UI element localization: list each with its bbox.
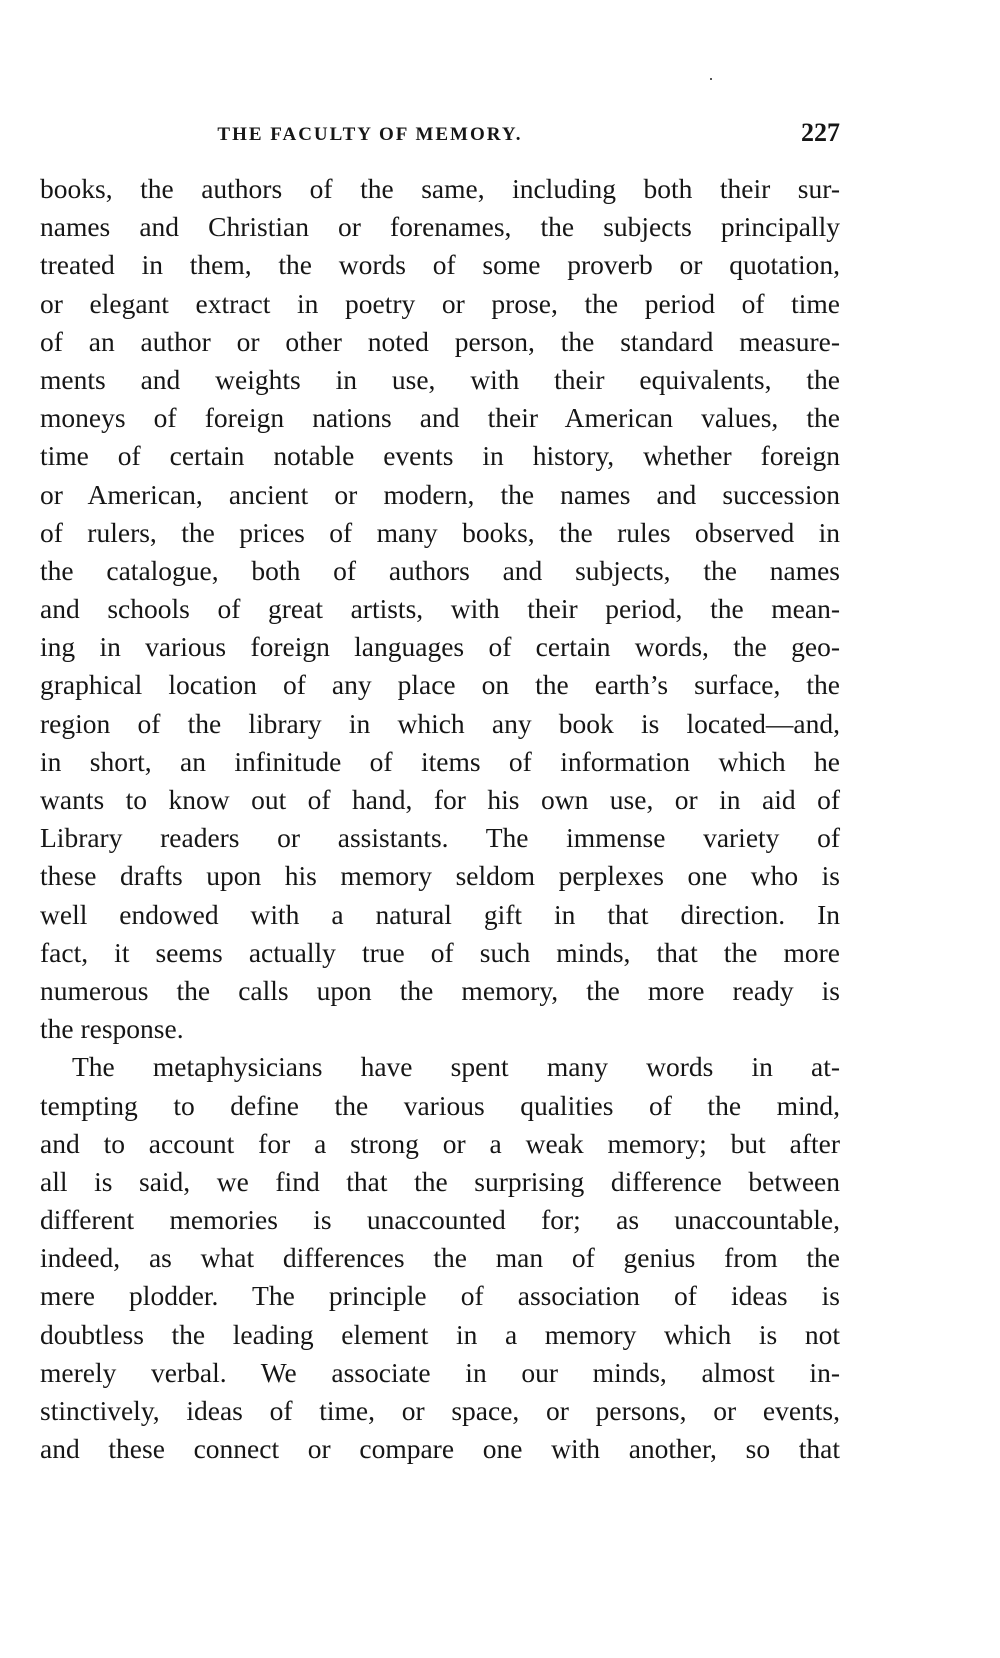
page-header — [40, 118, 840, 158]
text-line: well endowed with a natural gift in that direction. In — [40, 898, 840, 930]
text-line: ing in various foreign languages of certain words, the geo- — [40, 631, 840, 663]
text-line: of an author or other noted person, the standard measure- — [40, 325, 840, 357]
running-title: THE FACULTY OF MEMORY. — [217, 124, 523, 145]
text-line: ments and weights in use, with their equivalents, the — [40, 363, 840, 395]
text-line: tempting to define the various qualities of the mind, — [40, 1089, 840, 1121]
text-line: books, the authors of the same, including both their sur- — [40, 173, 840, 204]
text-line: Library readers or assistants. The immense variety of — [40, 822, 840, 854]
text-line: doubtless the leading element in a memory which is not — [40, 1318, 840, 1350]
text-line: indeed, as what differences the man of genius from the — [40, 1242, 840, 1274]
text-line: or elegant extract in poetry or prose, the period of time — [40, 287, 840, 319]
text-line: fact, it seems actually true of such minds, that the more — [40, 936, 840, 968]
text-line: the catalogue, both of authors and subjects, the names — [40, 554, 840, 586]
text-line: merely verbal. We associate in our minds, almost in- — [40, 1356, 840, 1388]
text-line: names and Christian or forenames, the subjects principally — [40, 211, 840, 243]
paragraph-1 — [40, 170, 840, 1048]
text-line: treated in them, the words of some proverb or quotation, — [40, 249, 840, 281]
text-line: the response. — [40, 1013, 184, 1045]
text-line: time of certain notable events in history, whether foreign — [40, 440, 840, 472]
page-number: 227 — [801, 118, 840, 147]
text-line: moneys of foreign nations and their American values, the — [40, 402, 840, 434]
text-line: numerous the calls upon the memory, the more ready is — [40, 974, 840, 1006]
text-line: in short, an infinitude of items of information which he — [40, 745, 840, 777]
text-line: region of the library in which any book is located—and, — [40, 707, 840, 739]
text-line: and these connect or compare one with another, so that — [40, 1433, 840, 1465]
text-line: and to account for a strong or a weak memory; but after — [40, 1127, 840, 1159]
text-line: these drafts upon his memory seldom perplexes one who is — [40, 860, 840, 892]
text-line: graphical location of any place on the earth’s surface, the — [40, 669, 840, 701]
scan-speck — [710, 78, 712, 80]
text-line: or American, ancient or modern, the names and succession — [40, 478, 840, 510]
text-line: stinctively, ideas of time, or space, or persons, or events, — [40, 1395, 840, 1426]
text-line: wants to know out of hand, for his own use, or in aid of — [40, 784, 840, 815]
body-text — [40, 170, 840, 1468]
text-line: and schools of great artists, with their period, the mean- — [40, 593, 840, 625]
text-line: mere plodder. The principle of association of ideas is — [40, 1280, 840, 1312]
text-line: all is said, we find that the surprising difference between — [40, 1165, 840, 1197]
text-line: of rulers, the prices of many books, the rules observed in — [40, 516, 840, 548]
paragraph-2 — [40, 1048, 840, 1468]
text-line: The metaphysicians have spent many words in at- — [72, 1051, 840, 1083]
text-line: different memories is unaccounted for; as unaccountable, — [40, 1204, 840, 1236]
